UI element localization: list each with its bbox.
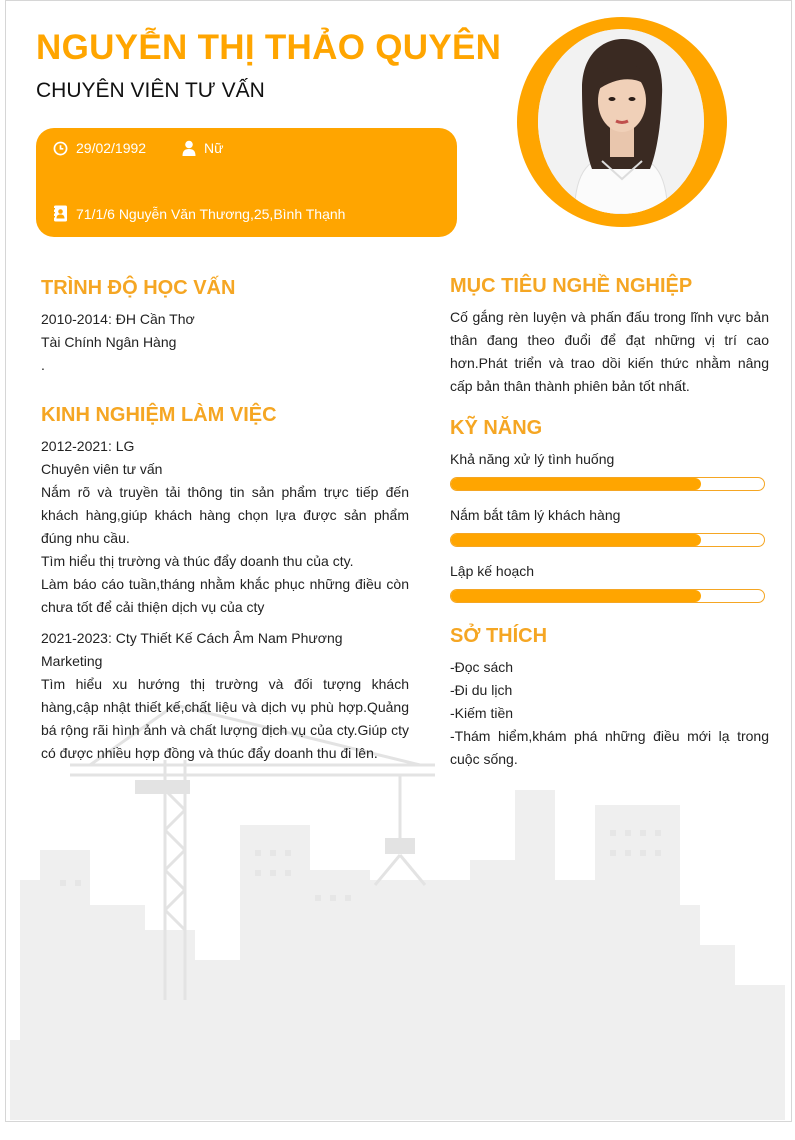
profile-photo <box>538 29 704 214</box>
hobby-item: -Đọc sách <box>450 659 514 675</box>
clock-icon <box>53 141 68 156</box>
skill-bar-fill <box>451 534 701 546</box>
hobby-item: -Đi du lịch <box>450 682 513 698</box>
skill-label: Nắm bắt tâm lý khách hàng <box>450 507 621 523</box>
address-book-icon <box>53 205 68 222</box>
experience-job-2 <box>41 627 409 765</box>
job-title: CHUYÊN VIÊN TƯ VẤN <box>36 79 265 102</box>
hobby-item: -Thám hiểm,khám phá những điều mới lạ trong cuộc sống. <box>450 728 769 767</box>
job-1-detail: Nắm rõ và truyền tải thông tin sản phẩm trực tiếp đến khách hàng,giúp khách hàng chọn lựa được sản phẩm đúng nhu cầu. <box>41 484 409 546</box>
skill-bar-fill <box>451 478 701 490</box>
skills-heading: KỸ NĂNG <box>450 417 543 439</box>
personal-info-box <box>36 128 457 237</box>
education-period-school: 2010-2014: ĐH Cần Thơ <box>41 311 195 327</box>
education-content <box>41 308 411 377</box>
birthdate-item <box>53 140 146 156</box>
user-icon <box>182 140 196 156</box>
objective-text: Cố gắng rèn luyện và phấn đấu trong lĩnh vực bản thân đang theo đuổi để đạt những vị trí cao hơn.Phát triển và trao dồi kiến thức nhằm nâng cấp bản thân thành phiên bản tốt nhất. <box>450 309 769 394</box>
gender-item <box>182 140 223 156</box>
skill-bar <box>450 533 765 547</box>
education-heading: TRÌNH ĐỘ HỌC VẤN <box>41 277 236 299</box>
education-major: Tài Chính Ngân Hàng <box>41 334 177 350</box>
skill-label: Khả năng xử lý tình huống <box>450 451 615 467</box>
skill-bar-fill <box>451 590 701 602</box>
hobbies-heading: SỞ THÍCH <box>450 625 548 647</box>
address-item <box>53 205 345 222</box>
education-extra: . <box>41 357 45 373</box>
experience-job-1 <box>41 435 409 619</box>
portrait-illustration <box>538 29 704 214</box>
profile-photo-frame <box>517 17 727 227</box>
job-1-detail: Tìm hiểu thị trường và thúc đẩy doanh thu của cty. <box>41 553 354 569</box>
birthdate-value: 29/02/1992 <box>76 140 147 156</box>
experience-heading: KINH NGHIỆM LÀM VIỆC <box>41 404 277 426</box>
skill-label: Lập kế hoạch <box>450 563 535 579</box>
job-1-role: Chuyên viên tư vấn <box>41 461 163 477</box>
job-2-detail: Tìm hiểu xu hướng thị trường và đối tượng khách hàng,cập nhật thiết kế,chất liệu và dịch vụ phù hợp.Quảng bá rộng rãi hình ảnh và chất lượng dịch vụ của cty.Giúp cty có được nhiều hợp đồng và thúc đẩy doanh thu đi lên. <box>41 676 409 761</box>
job-1-detail: Làm báo cáo tuần,tháng nhằm khắc phục những điều còn chưa tốt để cải thiện dịch vụ của cty <box>41 576 409 615</box>
objective-heading: MỤC TIÊU NGHỀ NGHIỆP <box>450 275 693 297</box>
job-2-period: 2021-2023: Cty Thiết Kế Cách Âm Nam Phương <box>41 630 343 646</box>
skill-bar <box>450 589 765 603</box>
hobbies-list <box>450 656 769 771</box>
candidate-name: NGUYỄN THỊ THẢO QUYÊN <box>36 28 502 67</box>
gender-value: Nữ <box>204 140 224 156</box>
hobby-item: -Kiếm tiền <box>450 705 514 721</box>
skill-bar <box>450 477 765 491</box>
job-2-role: Marketing <box>41 653 103 669</box>
address-value: 71/1/6 Nguyễn Văn Thương,25,Bình Thạnh <box>76 205 346 222</box>
job-1-period: 2012-2021: LG <box>41 438 135 454</box>
